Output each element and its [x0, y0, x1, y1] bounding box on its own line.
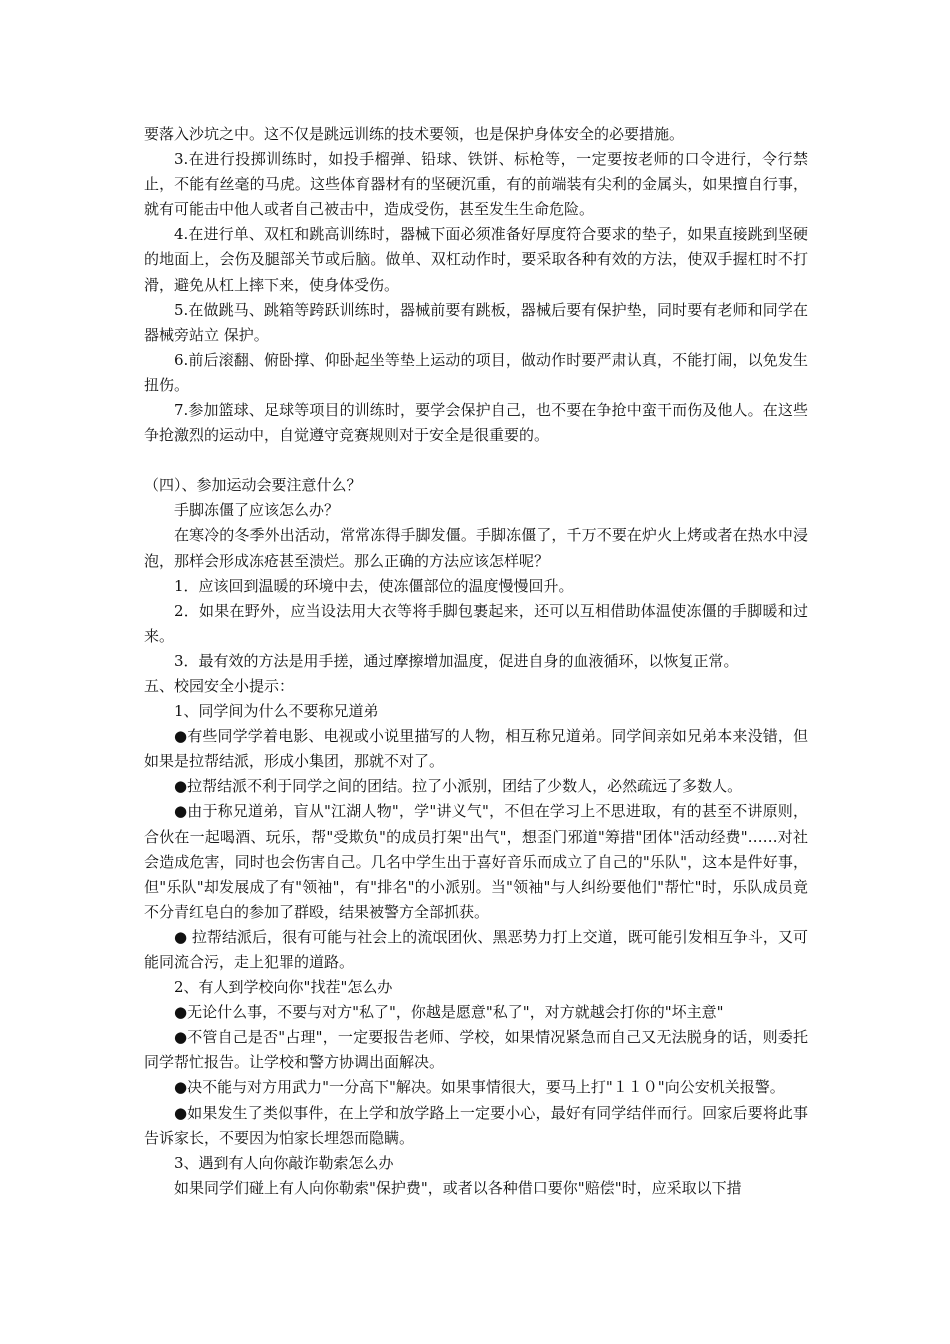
- paragraph-frozen-step-3: 3．最有效的方法是用手搓，通过摩擦增加温度，促进自身的血液循环，以恢复正常。: [174, 651, 739, 670]
- bullet-trouble-1: ●无论什么事，不要与对方"私了"，你越是愿意"私了"，对方就越会打你的"坏主意": [174, 1003, 724, 1022]
- subheading-brotherhood: 1、同学间为什么不要称兄道弟: [174, 702, 379, 721]
- bullet-trouble-2: ●不管自己是否"占理"，一定要报告老师、学校，如果情况紧急而自己又无法脱身的话，则委托同学帮忙报告。让学校和警方协调出面解决。: [144, 1028, 808, 1072]
- paragraph-frozen-step-1: 1．应该回到温暖的环境中去，使冻僵部位的温度慢慢回升。: [174, 576, 574, 595]
- bullet-brotherhood-2: ●拉帮结派不利于同学之间的团结。拉了小派别，团结了少数人，必然疏远了多数人。: [174, 777, 743, 796]
- blank-line: [144, 448, 808, 473]
- subheading-frozen-limbs: 手脚冻僵了应该怎么办？: [174, 501, 340, 520]
- paragraph-long-jump-end: 要落入沙坑之中。这不仅是跳远训练的技术要领，也是保护身体安全的必要措施。: [144, 125, 685, 143]
- paragraph-frozen-step-2: 2．如果在野外，应当设法用大衣等将手脚包裹起来，还可以互相借助体温使冻僵的手脚暖和过来。: [144, 601, 808, 645]
- paragraph-extortion-intro: 如果同学们碰上有人向你勒索"保护费"，或者以各种借口要你"赔偿"时，应采取以下措: [174, 1178, 742, 1197]
- bullet-trouble-4: ●如果发生了类似事件，在上学和放学路上一定要小心，最好有同学结伴而行。回家后要将此事告诉家长，不要因为怕家长埋怨而隐瞒。: [144, 1103, 808, 1147]
- subheading-extortion: 3、遇到有人向你敲诈勒索怎么办: [174, 1153, 394, 1172]
- bullet-brotherhood-1: ●有些同学学着电影、电视或小说里描写的人物，相互称兄道弟。同学间亲如兄弟本来没错，但如果是拉帮结派，形成小集团，那就不对了。: [144, 727, 808, 771]
- section-heading-sports-meet: （四）、参加运动会要注意什么？: [144, 476, 362, 495]
- bullet-trouble-3: ●决不能与对方用武力"一分高下"解决。如果事情很大，要马上打"１１０"向公安机关报警。: [174, 1078, 785, 1097]
- paragraph-throwing-training: 3.在进行投掷训练时，如投手榴弹、铅球、铁饼、标枪等，一定要按老师的口令进行，令行禁止，不能有丝毫的马虎。这些体育器材有的坚硬沉重，有的前端装有尖利的金属头，如果擅自行事，就有可能击中他人或者自己被击中，造成受伤，甚至发生生命危险。: [144, 150, 808, 219]
- subheading-trouble-at-school: 2、有人到学校向你"找茬"怎么办: [174, 978, 393, 997]
- paragraph-ball-games: 7.参加篮球、足球等项目的训练时，要学会保护自己，也不要在争抢中蛮干而伤及他人。在这些争抢激烈的运动中，自觉遵守竞赛规则对于安全是很重要的。: [144, 401, 808, 445]
- section-heading-campus-tips: 五、校园安全小提示：: [144, 676, 295, 695]
- paragraph-frozen-intro: 在寒冷的冬季外出活动，常常冻得手脚发僵。手脚冻僵了，千万不要在炉火上烤或者在热水中浸泡，那样会形成冻疮甚至溃烂。那么正确的方法应该怎样呢？: [144, 526, 808, 570]
- bullet-brotherhood-4: ● 拉帮结派后，很有可能与社会上的流氓团伙、黑恶势力打上交道，既可能引发相互争斗，又可能同流合污，走上犯罪的道路。: [144, 927, 808, 971]
- bullet-brotherhood-3: ●由于称兄道弟，盲从"江湖人物"，学"讲义气"，不但在学习上不思进取，有的甚至不讲原则，合伙在一起喝酒、玩乐，帮"受欺负"的成员打架"出气"，想歪门邪道"筹措"团体"活动经费"……对社会造成危害，同时也会伤害自己。几名中学生出于喜好音乐而成立了自己的"乐队"，这本是件好事，但"乐队"却发展成了有"领袖"，有"排名"的小派别。当"领袖"与人纠纷要他们"帮忙"时，乐队成员竟不分青红皂白的参加了群殴，结果被警方全部抓获。: [144, 802, 808, 921]
- paragraph-bars-high-jump: 4.在进行单、双杠和跳高训练时，器械下面必须准备好厚度符合要求的垫子，如果直接跳到坚硬的地面上，会伤及腿部关节或后脑。做单、双杠动作时，要采取各种有效的方法，使双手握杠时不打滑，避免从杠上摔下来，使身体受伤。: [144, 225, 808, 294]
- paragraph-vaulting: 5.在做跳马、跳箱等跨跃训练时，器械前要有跳板，器械后要有保护垫，同时要有老师和同学在器械旁站立 保护。: [144, 300, 808, 344]
- document-body: [144, 122, 808, 1201]
- paragraph-mat-exercises: 6.前后滚翻、俯卧撑、仰卧起坐等垫上运动的项目，做动作时要严肃认真，不能打闹，以免发生扭伤。: [144, 350, 808, 394]
